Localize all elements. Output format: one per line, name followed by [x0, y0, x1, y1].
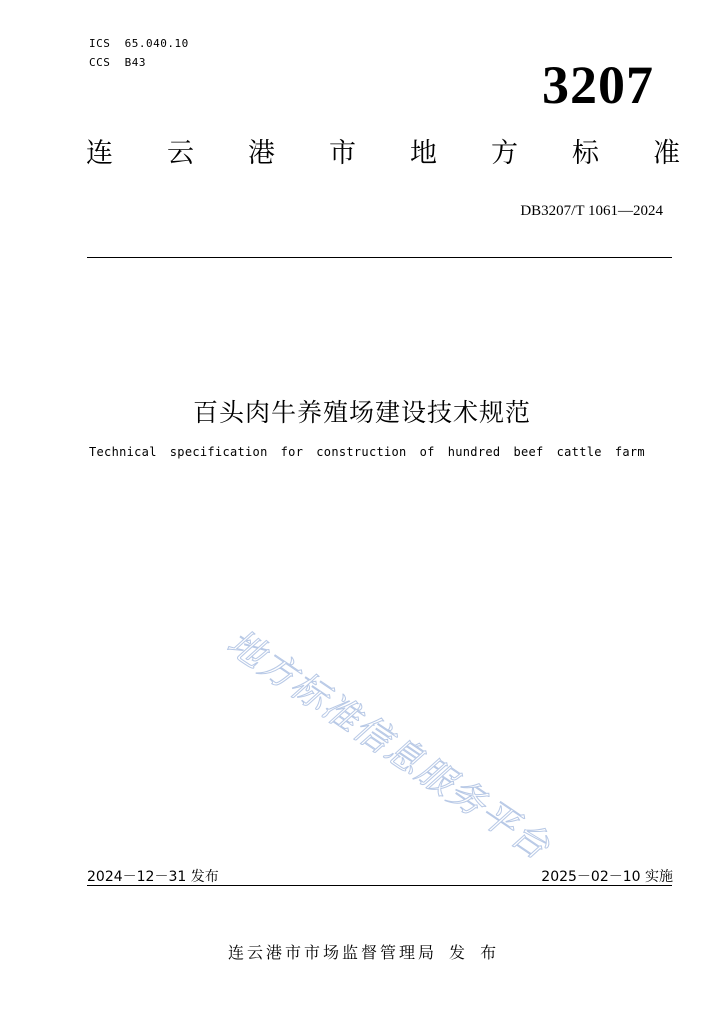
title-english-word: construction [316, 445, 407, 459]
issuer-name: 连云港市市场监督管理局 [228, 943, 438, 962]
release-date: 2024－12－31 发布 [87, 869, 219, 885]
issuer-action: 发 布 [449, 943, 502, 962]
title-english [89, 445, 645, 459]
title-english-word: beef [513, 445, 544, 459]
watermark: 地方标准信息服务平台 [219, 622, 558, 869]
title-chinese: 百头肉牛养殖场建设技术规范 [192, 398, 531, 427]
title-english-word: hundred [447, 445, 501, 459]
standard-type-char: 市 [329, 138, 356, 169]
title-english-word: for [280, 445, 304, 459]
header-divider [87, 257, 672, 258]
standard-type-char: 方 [491, 138, 518, 169]
region-code: 3207 [542, 55, 654, 115]
standard-type-char: 地 [410, 138, 437, 169]
issuer [228, 940, 501, 963]
title-english-word: of [419, 445, 435, 459]
title-english-word: specification [169, 445, 268, 459]
footer-divider [87, 885, 672, 886]
standard-type-char: 云 [167, 138, 194, 169]
standard-type-char: 连 [86, 138, 113, 169]
standard-type-char: 准 [653, 138, 680, 169]
title-english-word: farm [614, 445, 645, 459]
title-english-word: cattle [556, 445, 602, 459]
title-english-word: Technical [89, 445, 157, 459]
standard-number: DB3207/T 1061—2024 [520, 203, 663, 219]
standard-type-char: 标 [572, 138, 599, 169]
ccs-code: CCS B43 [89, 56, 146, 69]
standard-type [86, 140, 680, 167]
standard-type-char: 港 [248, 138, 275, 169]
ics-code: ICS 65.040.10 [89, 37, 189, 50]
implementation-date: 2025－02－10 实施 [541, 869, 673, 885]
